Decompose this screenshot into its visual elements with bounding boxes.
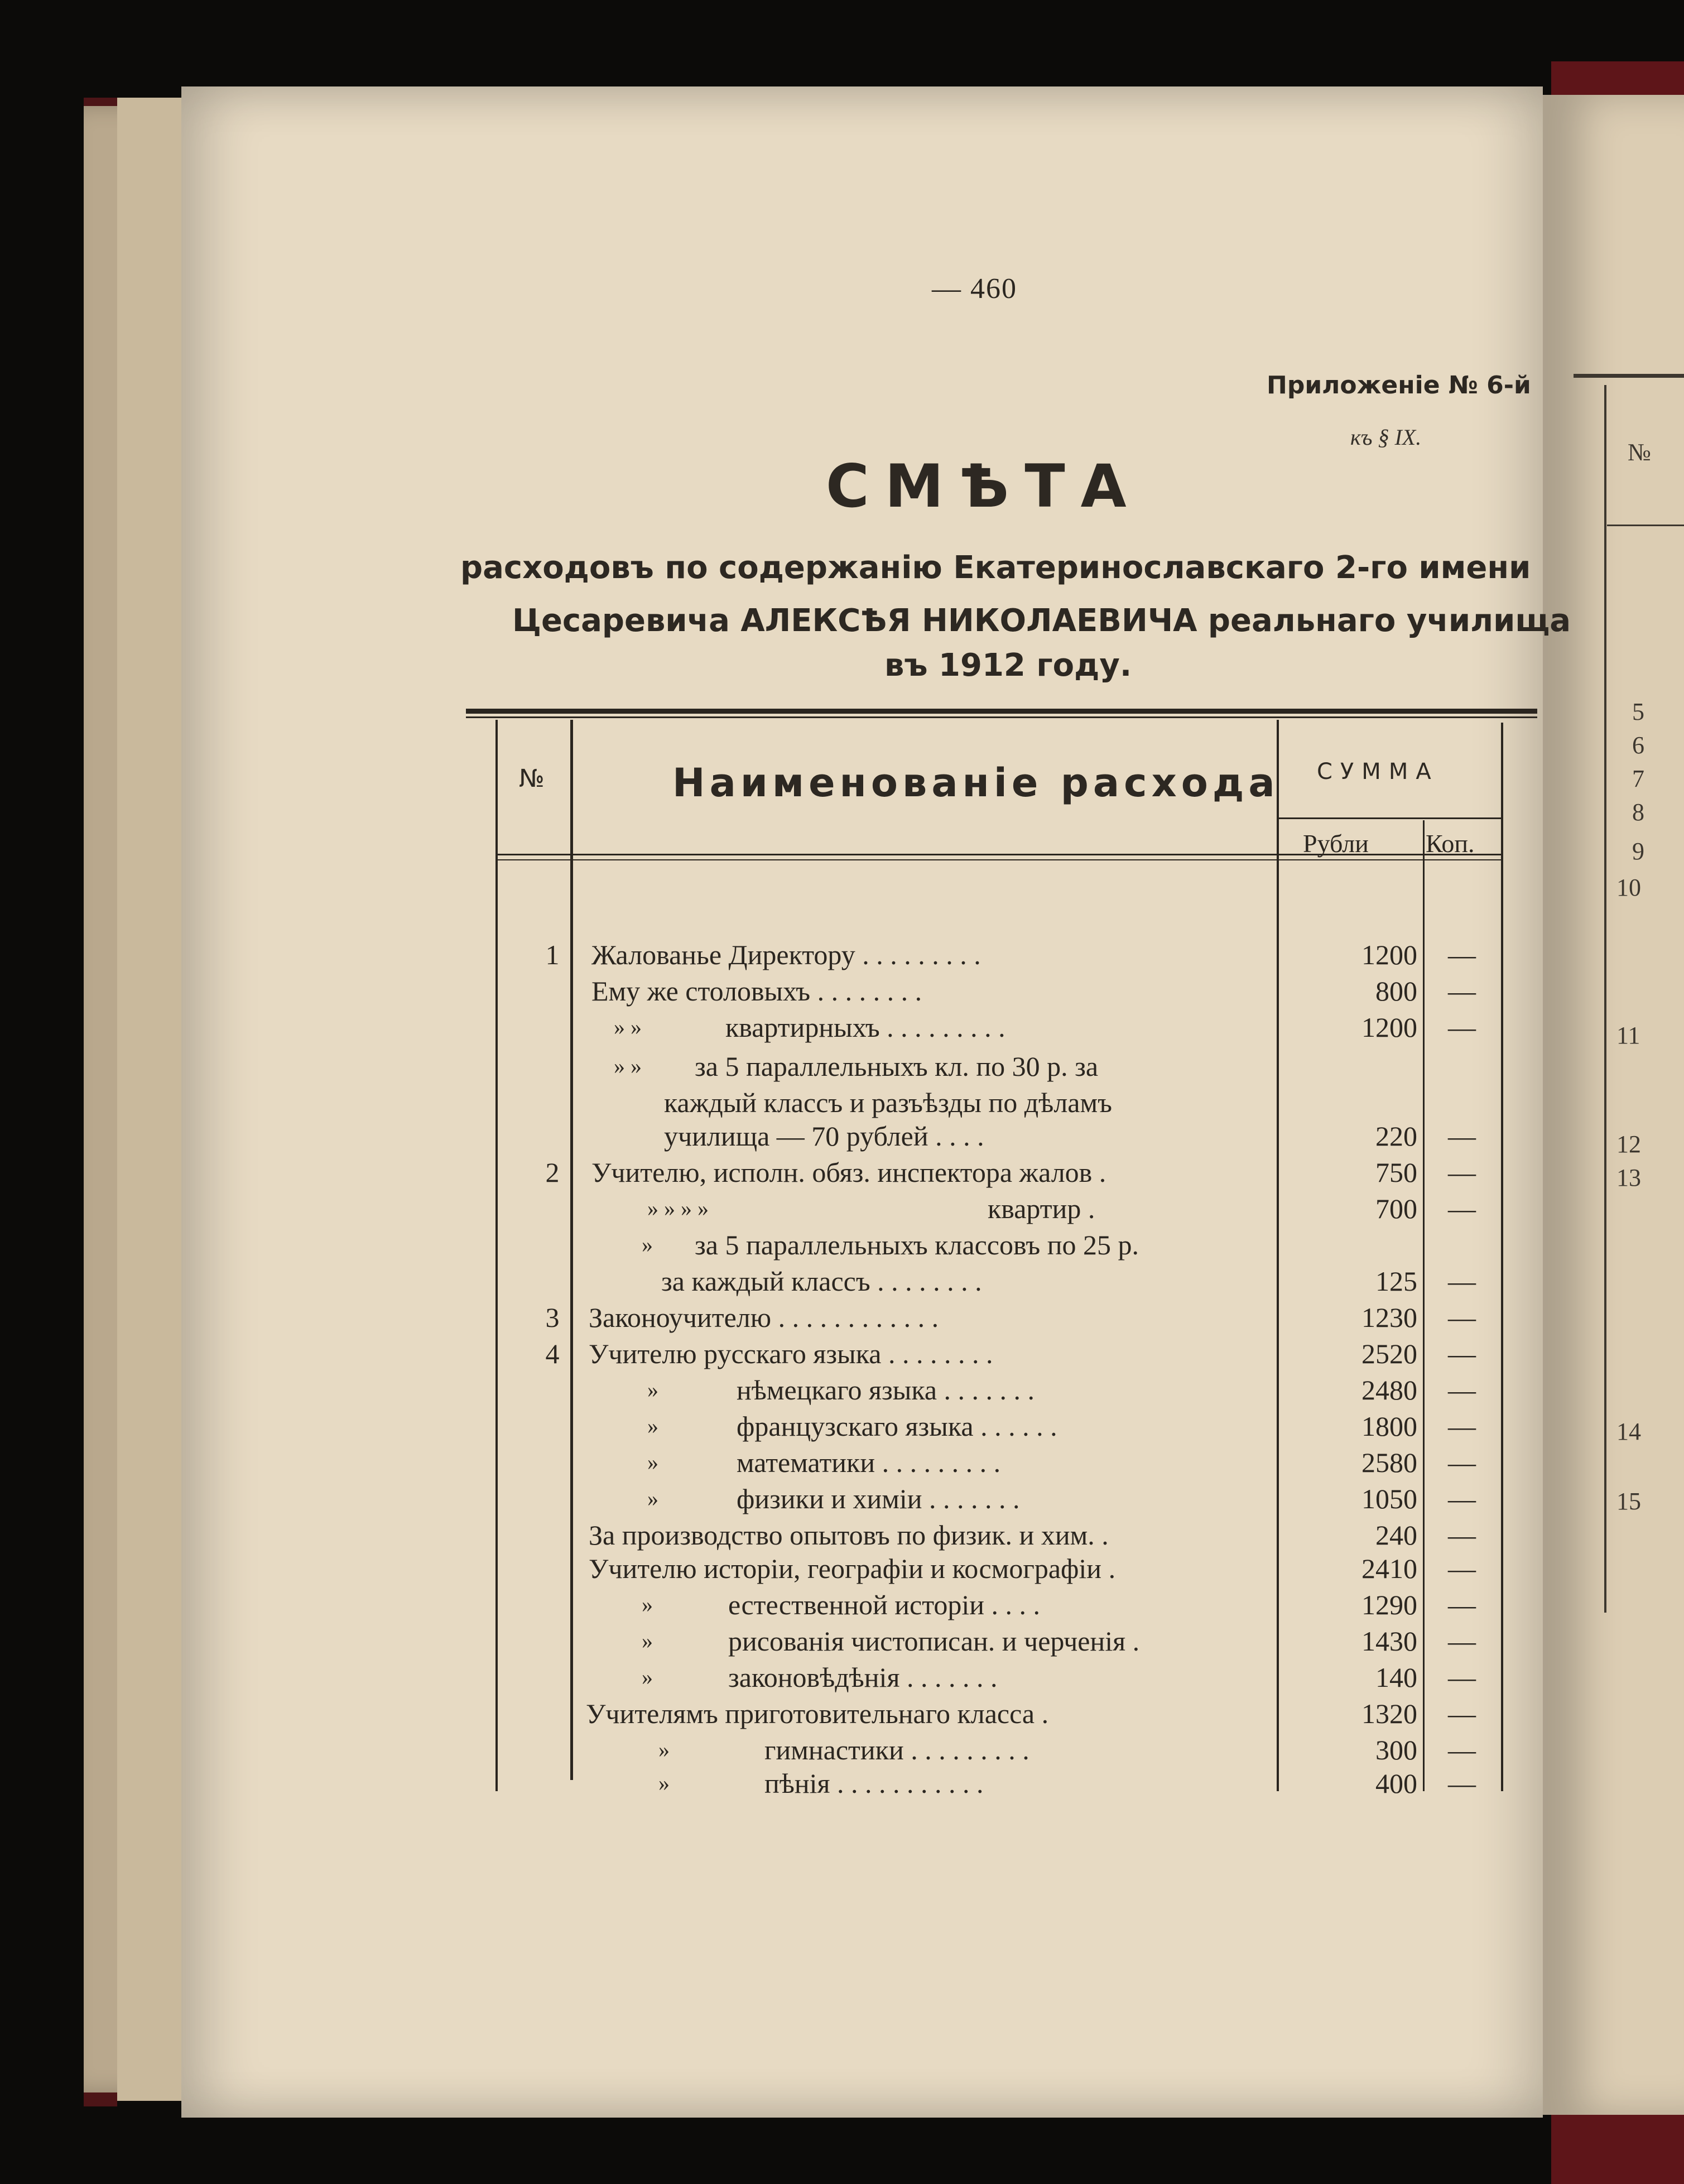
table-row: [0, 1336, 1684, 1371]
section-reference: къ § IX.: [1350, 425, 1422, 450]
table-row: [0, 1300, 1684, 1335]
table-row: [0, 1588, 1684, 1622]
table-top-rule: [466, 709, 1537, 714]
amount-kopecks: —: [1448, 1120, 1476, 1152]
amount-kopecks: —: [1448, 1374, 1476, 1406]
expense-name: За производство опытовъ по физик. и хим. .: [589, 1519, 1109, 1551]
expense-name: Учителю русскаго языка . . . . . . . .: [589, 1338, 993, 1369]
header-bottom-rule-thin: [498, 859, 1501, 860]
next-page-number: 12: [1616, 1131, 1641, 1158]
next-page-number: 13: [1616, 1164, 1641, 1191]
expense-name: Учителямъ приготовительнаго класса .: [586, 1698, 1049, 1729]
expense-name: физики и химіи . . . . . . .: [737, 1483, 1020, 1514]
amount-rubles: 1290: [1361, 1589, 1417, 1620]
ditto-mark: »: [658, 1737, 670, 1762]
amount-kopecks: —: [1448, 1012, 1476, 1043]
row-number: 1: [545, 939, 560, 970]
ditto-mark: »: [647, 1413, 658, 1439]
amount-kopecks: —: [1448, 939, 1476, 970]
amount-rubles: 140: [1375, 1662, 1417, 1693]
column-header-rubles: Рубли: [1303, 829, 1369, 858]
next-page-number: 14: [1616, 1418, 1641, 1445]
table-row: [0, 1191, 1684, 1226]
expense-name: французскаго языка . . . . . .: [737, 1411, 1057, 1442]
row-number: 2: [545, 1157, 560, 1188]
amount-kopecks: —: [1448, 1553, 1476, 1584]
table-row: [0, 1228, 1684, 1262]
ditto-mark: »: [647, 1486, 658, 1511]
expense-name: законовѣдѣнія . . . . . . .: [728, 1662, 998, 1693]
table-row: [0, 1010, 1684, 1045]
table-row: [0, 1085, 1684, 1120]
ditto-mark: »: [658, 1771, 670, 1796]
ditto-mark: » »: [614, 1053, 642, 1079]
amount-kopecks: —: [1448, 1193, 1476, 1224]
expense-name: Учителю, исполн. обяз. инспектора жалов .: [591, 1157, 1106, 1188]
amount-kopecks: —: [1448, 1483, 1476, 1514]
expense-name: Учителю исторіи, географіи и космографіи .: [589, 1553, 1116, 1584]
amount-rubles: 1200: [1361, 939, 1417, 970]
next-page-number: 6: [1632, 732, 1644, 759]
expense-name: математики . . . . . . . . .: [737, 1447, 1001, 1478]
table-row: [0, 1049, 1684, 1084]
table-row: [0, 1155, 1684, 1190]
table-row: [0, 974, 1684, 1008]
next-page-number: 9: [1632, 838, 1644, 865]
amount-kopecks: —: [1448, 1768, 1476, 1799]
table-row: [0, 1551, 1684, 1586]
next-page-number: 5: [1632, 698, 1644, 725]
ditto-mark: »: [647, 1377, 658, 1402]
table-row: [0, 1660, 1684, 1695]
table-row: [0, 1481, 1684, 1516]
amount-rubles: 2520: [1361, 1338, 1417, 1369]
amount-rubles: 300: [1375, 1734, 1417, 1766]
next-page-header-rule: [1607, 525, 1684, 526]
expense-name: Жалованье Директору . . . . . . . . .: [591, 939, 981, 970]
amount-rubles: 400: [1375, 1768, 1417, 1799]
table-row: [0, 1409, 1684, 1444]
amount-rubles: 1320: [1361, 1698, 1417, 1729]
subtitle-line: Цесаревича АЛЕКСѢЯ НИКОЛАЕВИЧА реальнаго училища: [512, 603, 1571, 639]
next-page-number: 15: [1616, 1488, 1641, 1515]
expense-name: Законоучителю . . . . . . . . . . . .: [589, 1302, 939, 1333]
column-header-kopecks: Коп.: [1426, 829, 1475, 858]
amount-kopecks: —: [1448, 1447, 1476, 1478]
amount-kopecks: —: [1448, 1302, 1476, 1333]
amount-rubles: 1430: [1361, 1625, 1417, 1657]
table-row: [0, 1733, 1684, 1767]
table-row: [0, 1373, 1684, 1407]
appendix-label: Приложеніе № 6-й: [1267, 371, 1531, 400]
expense-name: каждый классъ и разъѣзды по дѣламъ: [664, 1087, 1112, 1118]
expense-name: пѣнія . . . . . . . . . . .: [764, 1768, 984, 1799]
table-row: [0, 1264, 1684, 1298]
table-row: [0, 1445, 1684, 1480]
next-page-number: 11: [1616, 1022, 1640, 1049]
sum-header-rule: [1279, 817, 1501, 819]
column-header-sum: СУММА: [1317, 759, 1439, 785]
ditto-mark: » »: [614, 1014, 642, 1040]
subtitle-line: расходовъ по содержанію Екатеринославскаго 2-го имени: [460, 550, 1531, 586]
amount-kopecks: —: [1448, 1157, 1476, 1188]
ditto-mark: »: [642, 1628, 653, 1653]
amount-rubles: 240: [1375, 1519, 1417, 1551]
next-page-number: 7: [1632, 765, 1644, 792]
next-page-col-num: №: [1628, 439, 1651, 466]
amount-kopecks: —: [1448, 1338, 1476, 1369]
table-row: [0, 1518, 1684, 1552]
amount-kopecks: —: [1448, 1519, 1476, 1551]
column-header-name: Наименованіе расхода: [672, 760, 1279, 806]
table-row: [0, 1119, 1684, 1153]
column-header-number: №: [519, 764, 545, 793]
document-title: СМѢТА: [826, 452, 1142, 521]
row-number: 4: [545, 1338, 560, 1369]
ditto-mark: »: [647, 1450, 658, 1475]
table-row: [0, 937, 1684, 972]
expense-name: за 5 параллельныхъ кл. по 30 р. за: [695, 1051, 1099, 1082]
expense-name: Ему же столовыхъ . . . . . . . .: [591, 975, 922, 1007]
expense-name: за 5 параллельныхъ классовъ по 25 р.: [695, 1229, 1139, 1261]
amount-kopecks: —: [1448, 1411, 1476, 1442]
page-number: — 460: [932, 273, 1017, 305]
amount-kopecks: —: [1448, 1266, 1476, 1297]
expense-name: гимнастики . . . . . . . . .: [764, 1734, 1029, 1766]
amount-kopecks: —: [1448, 1625, 1476, 1657]
amount-rubles: 1200: [1361, 1012, 1417, 1043]
ditto-mark: » » » »: [647, 1196, 709, 1221]
amount-rubles: 1800: [1361, 1411, 1417, 1442]
expense-name: нѣмецкаго языка . . . . . . .: [737, 1374, 1035, 1406]
amount-rubles: 700: [1375, 1193, 1417, 1224]
table-row: [0, 1696, 1684, 1731]
expense-name: естественной исторіи . . . .: [728, 1589, 1041, 1620]
next-page-number: 10: [1616, 874, 1641, 901]
row-number: 3: [545, 1302, 560, 1333]
expense-name: училища — 70 рублей . . . .: [664, 1120, 984, 1152]
amount-rubles: 2480: [1361, 1374, 1417, 1406]
next-page-number: 8: [1632, 798, 1644, 826]
amount-kopecks: —: [1448, 1589, 1476, 1620]
table-top-rule-thin: [466, 716, 1537, 718]
amount-kopecks: —: [1448, 975, 1476, 1007]
expense-name: за каждый классъ . . . . . . . .: [661, 1266, 982, 1297]
ditto-mark: »: [642, 1232, 653, 1257]
table-row: [0, 1624, 1684, 1658]
expense-name: рисованія чистописан. и черченія .: [728, 1625, 1140, 1657]
amount-rubles: 2410: [1361, 1553, 1417, 1584]
amount-kopecks: —: [1448, 1734, 1476, 1766]
amount-rubles: 220: [1375, 1120, 1417, 1152]
ditto-mark: »: [642, 1592, 653, 1617]
amount-rubles: 800: [1375, 975, 1417, 1007]
subtitle-line: въ 1912 году.: [884, 647, 1132, 684]
amount-rubles: 2580: [1361, 1447, 1417, 1478]
next-page-top-rule: [1574, 374, 1684, 378]
amount-rubles: 1230: [1361, 1302, 1417, 1333]
amount-rubles: 750: [1375, 1157, 1417, 1188]
amount-kopecks: —: [1448, 1662, 1476, 1693]
table-row: [0, 1766, 1684, 1801]
expense-name: квартирныхъ . . . . . . . . .: [725, 1012, 1005, 1043]
ditto-mark: »: [642, 1665, 653, 1690]
amount-kopecks: —: [1448, 1698, 1476, 1729]
expense-name: квартир .: [988, 1193, 1095, 1224]
amount-rubles: 1050: [1361, 1483, 1417, 1514]
amount-rubles: 125: [1375, 1266, 1417, 1297]
